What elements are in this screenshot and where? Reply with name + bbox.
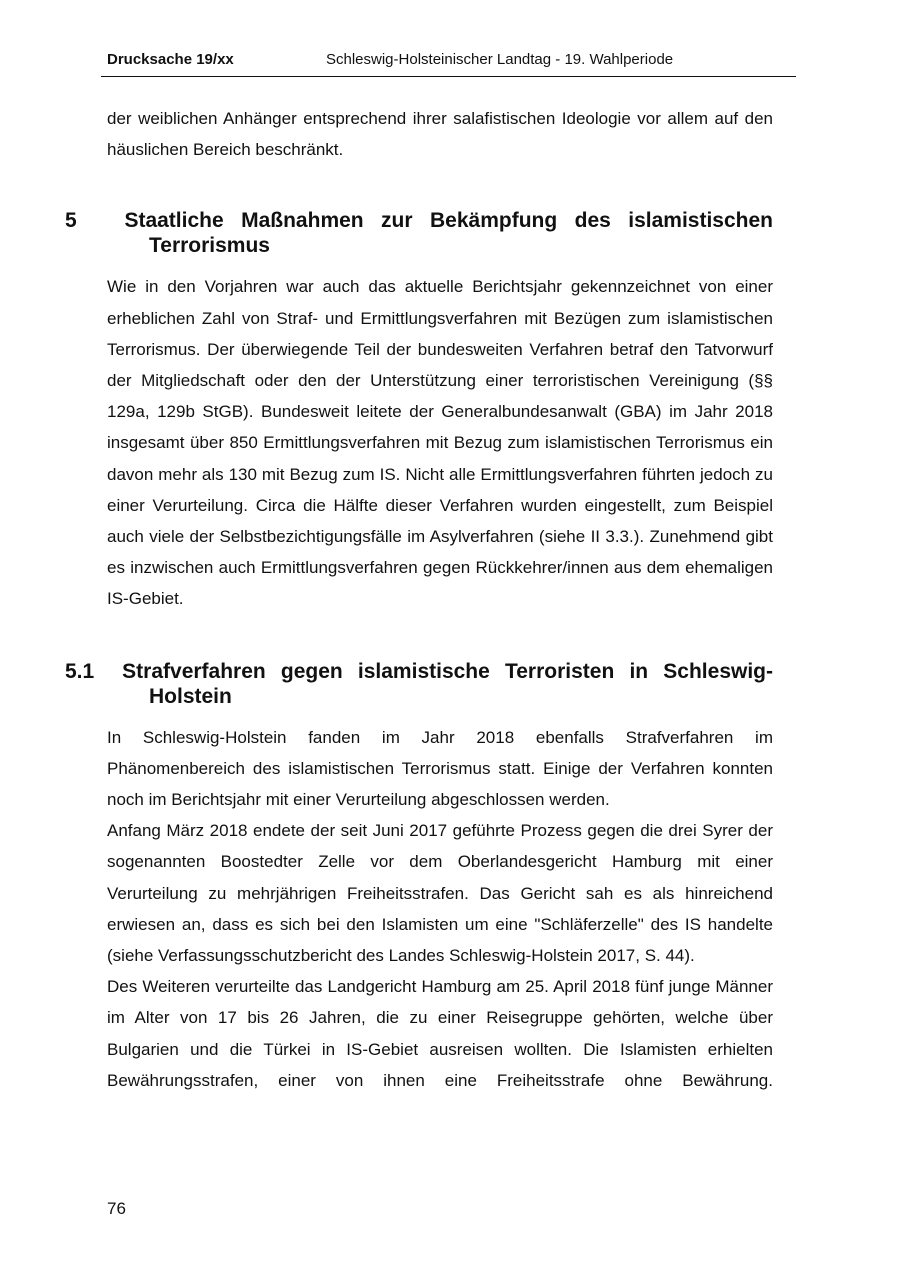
section-5-1-paragraph-2: Anfang März 2018 endete der seit Juni 2017 geführte Prozess gegen die drei Syrer der sogenannten Boostedter Zelle vor dem Oberlandesgericht Hamburg mit einer Verurteilung zu mehrjährigen Freiheitsstrafen. Das Gericht sah es als hinreichend erwiesen an, dass es sich bei den Islamisten um eine "Schläferzelle" des IS handelte (siehe Verfassungsschutzbericht des Landes Schleswig-Holstein 2017, S. 44). [107, 821, 773, 966]
header-divider [101, 76, 796, 77]
document-id: Drucksache 19/xx [107, 51, 234, 68]
page-number: 76 [107, 1199, 126, 1218]
section-5-paragraph: Wie in den Vorjahren war auch das aktuelle Berichtsjahr gekennzeichnet von einer erheblichen Zahl von Straf- und Ermittlungsverfahren mit Bezügen zum islamistischen Terrorismus. Der überwiegende Teil der bundesweiten Verfahren betraf den Tatvorwurf der Mitgliedschaft oder den der Unterstützung einer terroristischen Vereinigung (§§ 129a, 129b StGB). Bundesweit leitete der Generalbundesanwalt (GBA) im Jahr 2018 insgesamt über 850 Ermittlungsverfahren mit Bezug zum islamistischen Terrorismus ein davon mehr als 130 mit Bezug zum IS. Nicht alle Ermittlungsverfahren führten jedoch zu einer Verurteilung. Circa die Hälfte dieser Verfahren wurden eingestellt, zum Beispiel auch viele der Selbstbezichtigungsfälle im Asylverfahren (siehe II 3.3.). Zunehmend gibt es inzwischen auch Ermittlungsverfahren gegen Rückkehrer/innen aus dem ehemaligen IS-Gebiet. [107, 277, 773, 609]
section-5-heading: 5 Staatliche Maßnahmen zur Bekämpfung des islamistischen Terrorismus [65, 209, 773, 258]
section-5-title: Staatliche Maßnahmen zur Bekämpfung des islamistischen Terrorismus [124, 209, 773, 258]
institution-title: Schleswig-Holsteinischer Landtag - 19. Wahlperiode [326, 51, 674, 68]
section-5-1-paragraph-3: Des Weiteren verurteilte das Landgericht Hamburg am 25. April 2018 fünf junge Männer im Alter von 17 bis 26 Jahren, die zu einer Reisegruppe gehörten, welche über Bulgarien und die Türkei in IS-Gebiet ausreisen wollten. Die Islamisten erhielten Bewährungsstrafen, einer von ihnen eine Freiheitsstrafe ohne Bewährung. [107, 977, 773, 1090]
page-body [65, 103, 773, 1096]
section-5-1-title: Strafverfahren gegen islamistische Terroristen in Schleswig-Holstein [122, 659, 773, 708]
page-header [107, 51, 796, 73]
section-5-1-heading: 5.1 Strafverfahren gegen islamistische Terroristen in Schleswig-Holstein [65, 659, 773, 708]
section-5-1-paragraph-1: In Schleswig-Holstein fanden im Jahr 2018 ebenfalls Strafverfahren im Phänomenbereich des islamistischen Terrorismus statt. Einige der Verfahren konnten noch im Berichtsjahr mit einer Verurteilung abgeschlossen werden. [107, 727, 773, 810]
intro-paragraph: der weiblichen Anhänger entsprechend ihrer salafistischen Ideologie vor allem auf den häuslichen Bereich beschränkt. [107, 109, 773, 160]
